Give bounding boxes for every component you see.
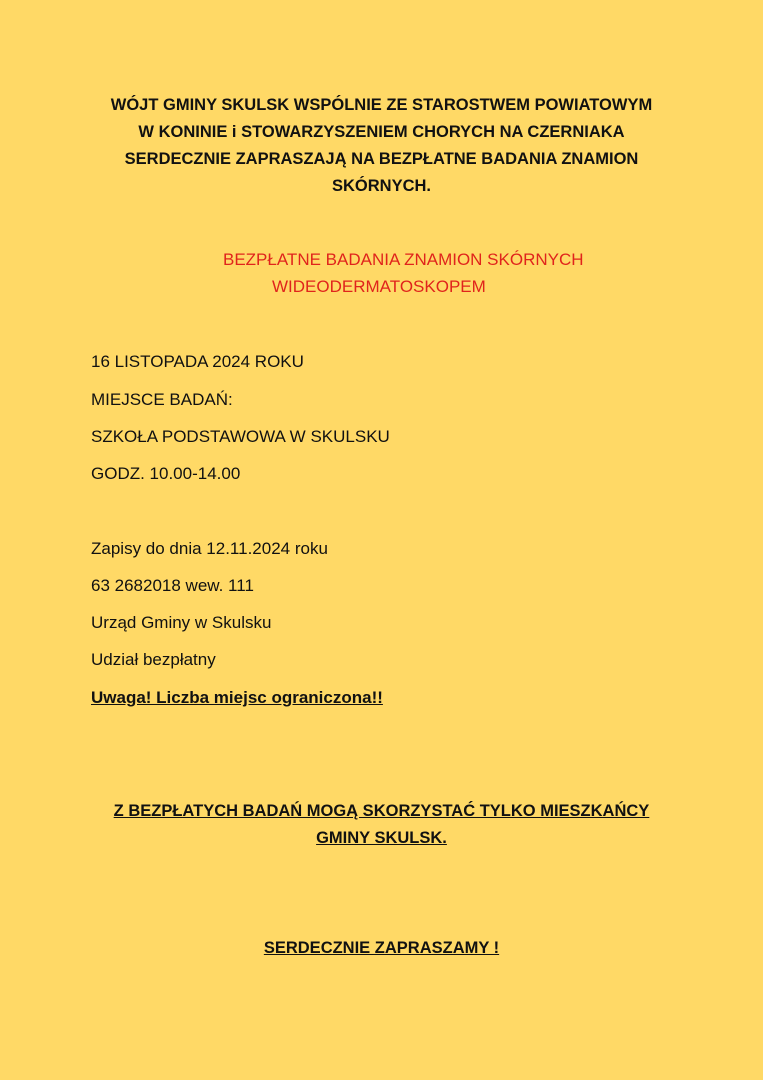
registration-office: Urząd Gminy w Skulsku — [91, 613, 272, 632]
event-place: SZKOŁA PODSTAWOWA W SKULSKU — [91, 427, 390, 446]
registration-deadline: Zapisy do dnia 12.11.2024 roku — [91, 539, 328, 558]
residents-only-notice — [60, 798, 703, 852]
registration-phone: 63 2682018 wew. 111 — [91, 576, 254, 595]
event-place-label: MIEJSCE BADAŃ: — [91, 390, 233, 409]
notice-line-2: GMINY SKULSK. — [316, 829, 447, 847]
header-line-4: SKÓRNYCH. — [331, 177, 431, 195]
limited-places-warning: Uwaga! Liczba miejsc ograniczona!! — [91, 688, 383, 707]
closing-invitation: SERDECZNIE ZAPRASZAMY ! — [263, 939, 500, 957]
subtitle-line-2: WIDEODERMATOSKOPEM — [272, 277, 486, 296]
header-line-2: W KONINIE i STOWARZYSZENIEM CHORYCH NA CZERNIAKA — [138, 123, 625, 141]
participation-fee: Udział bezpłatny — [91, 650, 216, 669]
event-date: 16 LISTOPADA 2024 ROKU — [91, 352, 304, 371]
header-line-3: SERDECZNIE ZAPRASZAJĄ NA BEZPŁATNE BADANIA ZNAMION — [124, 150, 639, 168]
invitation-header — [60, 92, 703, 200]
subtitle-line-1: BEZPŁATNE BADANIA ZNAMION SKÓRNYCH — [223, 250, 584, 269]
notice-line-1: Z BEZPŁATYCH BADAŃ MOGĄ SKORZYSTAĆ TYLKO MIESZKAŃCY — [113, 802, 650, 820]
header-line-1: WÓJT GMINY SKULSK WSPÓLNIE ZE STAROSTWEM POWIATOWYM — [110, 96, 653, 114]
event-hours: GODZ. 10.00-14.00 — [91, 464, 241, 483]
